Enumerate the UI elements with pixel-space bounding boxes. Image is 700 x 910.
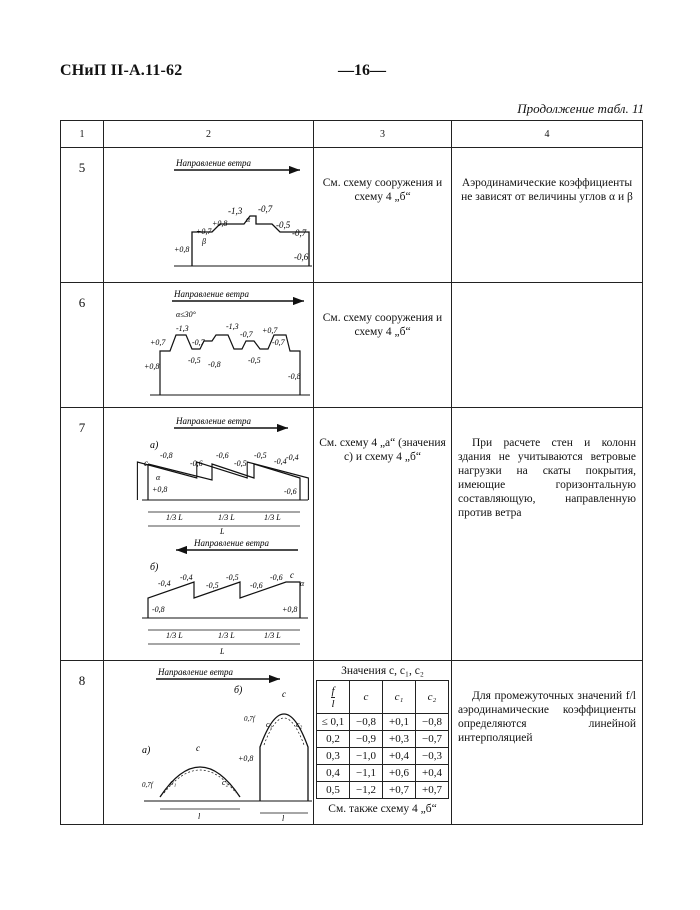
table-continuation: Продолжение табл. 11 <box>517 101 644 116</box>
coef-label: -0,5 <box>276 220 291 230</box>
coef-cell: +0,7 <box>416 782 449 799</box>
coef-cell: 0,5 <box>317 782 350 799</box>
coef-label: c₂ <box>222 778 229 787</box>
sawtooth-roof-scheme <box>104 408 314 660</box>
coef-cell: −0,3 <box>416 748 449 765</box>
scheme-tag: б) <box>150 562 159 573</box>
row-number: 6 <box>61 283 104 408</box>
coef-label: c <box>290 570 294 580</box>
scheme-figure <box>104 661 314 825</box>
coef-cell: +0,7 <box>383 782 416 799</box>
building-scheme-5 <box>104 148 314 282</box>
scheme-reference: См. схему 4 „а“ (значения c) и схему 4 „б“ <box>314 408 452 661</box>
coef-header-c1: c₁ <box>383 681 416 714</box>
building-scheme-6 <box>104 283 314 407</box>
coef-label: +0,7 <box>150 338 166 347</box>
column-header-3: 3 <box>314 121 452 148</box>
see-also-note: См. также схему 4 „б“ <box>328 803 437 815</box>
angle-label: α <box>246 215 251 224</box>
coef-values-table <box>316 680 449 799</box>
coef-cell: −1,2 <box>350 782 383 799</box>
coef-table-title: Значения c, c₁, c₂ <box>341 665 424 677</box>
wind-direction-label: Направление ветра <box>194 538 270 548</box>
coef-cell: +0,1 <box>383 714 416 731</box>
total-label: L <box>220 647 225 656</box>
coef-label: -0,8 <box>160 451 173 460</box>
coef-header-c2: c₂ <box>416 681 449 714</box>
span-label: 1/3 L <box>264 631 281 640</box>
coef-label: -0,5 <box>206 581 219 590</box>
coef-label: -0,5 <box>188 356 201 365</box>
coef-cell: +0,4 <box>416 765 449 782</box>
span-label: 1/3 L <box>166 631 183 640</box>
coef-label: -0,7 <box>192 338 205 347</box>
span-label: l <box>282 814 285 823</box>
coef-cell: −0,8 <box>416 714 449 731</box>
row-note: При расчете стен и колонн здания не учитываются ветровые нагрузки на скаты покрытия, имеющие горизонтальную составляющую, направленную против ветра <box>452 408 643 661</box>
scheme-figure <box>104 283 314 408</box>
rise-label: 0,7f <box>244 715 255 723</box>
coef-label: -0,7 <box>292 228 307 238</box>
coef-cell: +0,3 <box>383 731 416 748</box>
scheme-figure <box>104 148 314 283</box>
wind-direction-label: Направление ветра <box>176 416 252 426</box>
row-note: Для промежуточных значений f/l аэродинамические коэффициенты определяются линейной интерполяцией <box>452 661 643 825</box>
coef-label: c₁ <box>266 720 273 729</box>
angle-label: α≤30° <box>176 310 196 319</box>
coef-label: -0,7 <box>240 330 253 339</box>
coef-label: -0,8 <box>208 360 221 369</box>
coef-cell: +0,4 <box>383 748 416 765</box>
span-label: l <box>198 812 201 821</box>
coef-cell: −0,7 <box>416 731 449 748</box>
table-row <box>61 661 643 825</box>
coef-label: c <box>282 689 286 699</box>
coef-label: +0,7 <box>262 326 278 335</box>
coef-label: -0,4 <box>180 573 193 582</box>
coef-label: -1,3 <box>176 324 189 333</box>
coef-label: +0,8 <box>152 485 168 494</box>
coef-cell: −0,9 <box>350 731 383 748</box>
coef-label: -1,3 <box>226 322 239 331</box>
coef-header-fl <box>317 681 350 714</box>
row-number: 5 <box>61 148 104 283</box>
angle-label: α <box>156 473 161 482</box>
coef-header-c: c <box>350 681 383 714</box>
coef-row <box>317 714 449 731</box>
coef-row <box>317 748 449 765</box>
coef-label: -0,5 <box>254 451 267 460</box>
coef-label: -0,4 <box>158 579 171 588</box>
wind-direction-label: Направление ветра <box>174 289 250 299</box>
coef-label: -0,8 <box>152 605 165 614</box>
span-label: 1/3 L <box>218 631 235 640</box>
coef-label: -0,4 <box>286 453 299 462</box>
coef-label: +0,8 <box>212 219 228 228</box>
coef-cell: −1,0 <box>350 748 383 765</box>
coef-label: c <box>144 458 148 468</box>
coef-label: -0,5 <box>234 459 247 468</box>
coef-cell: 0,2 <box>317 731 350 748</box>
scheme-reference: См. схему сооружения и схему 4 „б“ <box>314 148 452 283</box>
row-note <box>452 283 643 408</box>
coefficients-table <box>60 120 643 825</box>
coef-label: -1,3 <box>228 206 243 216</box>
page-number: —16— <box>338 62 386 79</box>
coef-cell: ≤ 0,1 <box>317 714 350 731</box>
row-number: 7 <box>61 408 104 661</box>
coef-label: c <box>196 743 200 753</box>
wind-direction-label: Направление ветра <box>158 667 234 677</box>
coef-cell: 0,3 <box>317 748 350 765</box>
coef-label: -0,6 <box>250 581 263 590</box>
coef-cell: 0,4 <box>317 765 350 782</box>
rise-label: 0,7f <box>142 781 153 789</box>
coef-label: -0,6 <box>294 252 309 262</box>
arch-scheme <box>104 661 314 823</box>
frac-numerator: f <box>331 684 335 697</box>
scheme-figure <box>104 408 314 661</box>
coefficients-cell <box>314 661 452 825</box>
document-code: СНиП II-А.11-62 <box>60 62 183 79</box>
coef-label: +0,8 <box>174 245 190 254</box>
coef-label: -0,7 <box>272 338 285 347</box>
coef-label: +0,8 <box>238 754 254 763</box>
coef-cell: −0,8 <box>350 714 383 731</box>
span-label: 1/3 L <box>166 513 183 522</box>
wind-direction-label: Направление ветра <box>176 158 252 168</box>
coef-label: +0,7 <box>196 227 212 236</box>
scheme-tag: б) <box>234 685 243 696</box>
coef-row <box>317 765 449 782</box>
angle-label: α <box>300 579 305 588</box>
coef-label: -0,7 <box>258 204 273 214</box>
coef-label: -0,6 <box>270 573 283 582</box>
total-label: L <box>220 527 225 536</box>
sawtooth-outline <box>148 582 300 618</box>
coef-label: c₁ <box>170 778 177 787</box>
table-header-row <box>61 121 643 148</box>
table-row <box>61 408 643 661</box>
column-header-2: 2 <box>104 121 314 148</box>
span-label: 1/3 L <box>218 513 235 522</box>
angle-label: β <box>202 237 206 246</box>
scheme-tag: а) <box>150 440 159 451</box>
scheme-tag: а) <box>142 745 151 756</box>
coef-label: +0,8 <box>144 362 160 371</box>
coef-label: +0,8 <box>282 605 298 614</box>
column-header-1: 1 <box>61 121 104 148</box>
coef-label: -0,6 <box>216 451 229 460</box>
coef-label: -0,5 <box>248 356 261 365</box>
row-number: 8 <box>61 661 104 825</box>
coef-cell: −1,1 <box>350 765 383 782</box>
coef-label: -0,4 <box>274 457 287 466</box>
building-outline <box>192 216 309 266</box>
column-header-4: 4 <box>452 121 643 148</box>
table-row <box>61 283 643 408</box>
coef-header-row <box>317 681 449 714</box>
coef-row <box>317 782 449 799</box>
scheme-reference: См. схему сооружения и схему 4 „б“ <box>314 283 452 408</box>
coef-label: -0,8 <box>288 372 301 381</box>
coef-label: c₂ <box>296 720 303 729</box>
table-row <box>61 148 643 283</box>
coef-row <box>317 731 449 748</box>
row-note: Аэродинамические коэффициенты не зависят от величины углов α и β <box>452 148 643 283</box>
coef-label: -0,6 <box>284 487 297 496</box>
span-label: 1/3 L <box>264 513 281 522</box>
coef-label: -0,6 <box>190 459 203 468</box>
coef-cell: +0,6 <box>383 765 416 782</box>
coef-label: -0,5 <box>226 573 239 582</box>
frac-denominator: l <box>331 697 335 710</box>
